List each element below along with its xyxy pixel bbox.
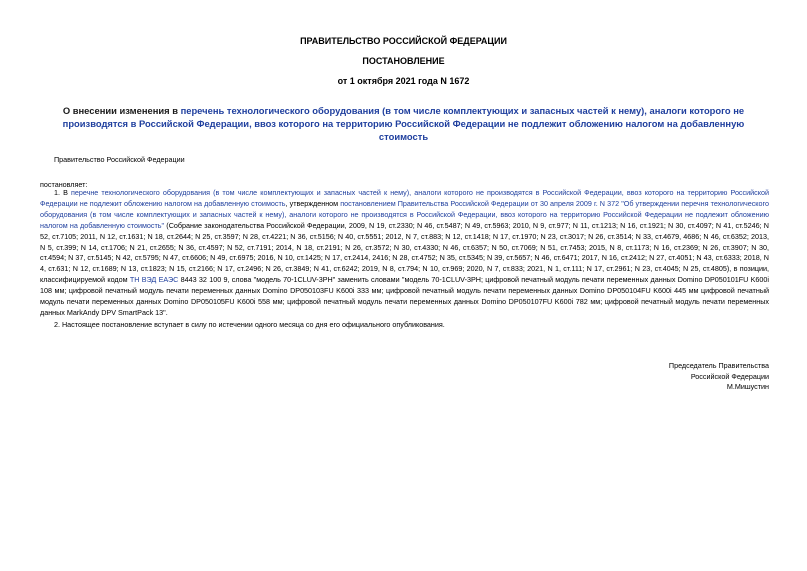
paragraph-1-text-a: , утвержденном	[285, 198, 341, 208]
signature-name: М.Мишустин	[726, 382, 769, 392]
tn-ved-link[interactable]: ТН ВЭД ЕАЭС	[129, 275, 179, 285]
signature-country: Российской Федерации	[690, 371, 769, 381]
paragraph-1-text-c: 8443 32 100 9, слова "модель 70-1CLUV-3PH" заменить словами "модель 70-1CLUV-3PH; цифровой печатный модуль печати переменных данных Domino DP050101FU K600i 108 мм; цифровой печатный модуль печати переменных данных Domino DP050103FU K600i 333 мм; цифровой печатный модуль печати переменных данных Domino DP050104FU K600i 445 мм цифровой печатный модуль печати переменных данных Domino DP050105FU K600i 558 мм; цифровой печатный модуль печати переменных данных Domino DP050107FU K600i 782 мм; цифровой печатный модуль печати переменных данных MarkAndy DPV SmartPack 13".	[40, 275, 769, 317]
signature-position: Председатель Правительства	[668, 361, 769, 370]
list-link[interactable]: перечне технологического оборудования (в том числе комплектующих и запасных частей к нему), аналоги которого не производятся в Российской Федерации, ввоз которого на территорию Российской Федерации не подлежит обложению налогом на добавленную стоимость	[40, 188, 769, 208]
signature-block	[669, 361, 769, 393]
paragraph-1	[40, 188, 769, 319]
resolution-link[interactable]: постановлением Правительства Российской Федерации от 30 апреля 2009 г. N 372 "Об утверждении перечня технологического оборудования (в том числе комплектующих и запасных частей к нему), аналоги которого не производятся в Российской Федерации, ввоз которого на территорию Российской Федерации не подлежит обложению налогом на добавленную стоимость"	[40, 198, 769, 230]
paragraph-2: 2. Настоящее постановление вступает в силу по истечении одного месяца со дня его официального опубликования.	[54, 320, 445, 329]
title-prefix: О внесении изменения в	[62, 105, 181, 116]
paragraph-1-number: 1. В	[54, 188, 71, 197]
document-title	[40, 104, 767, 143]
paragraph-1-text-b: (Собрание законодательства Российской Федерации, 2009, N 19, ст.2330; N 46, ст.5487; N 49, ст.5963; 2010, N 9, ст.977; N 11, ст.1213; N 16, ст.1921; N 30, ст.4097; N 41, ст.5246; N 52, ст.7105; 2011, N 12, ст.1631; N 18, ст.2644; N 25, ст.3597; N 28, ст.4221; N 36, ст.5156; N 40, ст.5551; 2012, N 7, ст.883; N 12, ст.1418; N 17, ст.1970; N 23, ст.3017; N 26, ст.3514; N 33, ст.4679, 4686; N 46, ст.6352; 2013, N 5, ст.399; N 14, ст.1706; N 21, ст.2655; N 36, ст.4597; N 52, ст.7191; 2014, N 18, ст.2191; N 26, ст.3572; N 30, ст.4330; N 46, ст.6357; N 50, ст.7069; N 51, ст.7453; 2015, N 8, ст.1173; N 16, ст.2369; N 26, ст.3907; N 30, ст.4594; N 37, ст.5145; N 42, ст.5795; N 47, ст.6606; N 49, ст.6975; 2016, N 10, ст.1425; N 17, ст.2414, 2416; N 28, ст.4752; N 35, ст.5345; N 39, ст.5657; N 46, ст.6471; 2017, N 16, ст.2412; N 27, ст.4051; N 43, ст.6333; 2018, N 4, ст.631; N 12, ст.1689; N 13, ст.1823; N 15, ст.2166; N 17, ст.2496; N 26, ст.3849; N 41, ст.6242; 2019, N 8, ст.794; N 10, ст.969; 2020, N 7, ст.833; 2021, N 1, ст.111; N 17, ст.2961; N 23, ст.4045; N 25, ст.4805), в позиции, классифицируемой кодом	[40, 220, 769, 285]
issuer: Правительство Российской Федерации	[54, 155, 185, 164]
decrees-word: постановляет:	[40, 180, 88, 189]
document-date-number: от 1 октября 2021 года N 1672	[337, 76, 470, 86]
document-type: ПОСТАНОВЛЕНИЕ	[362, 56, 445, 66]
government-name: ПРАВИТЕЛЬСТВО РОССИЙСКОЙ ФЕДЕРАЦИИ	[300, 36, 507, 46]
title-list-link[interactable]: перечень технологического оборудования (в том числе комплектующих и запасных частей к нему), аналоги которого не производятся в Российской Федерации, ввоз которого на территорию Российской Федерации не подлежит обложению налогом на добавленную стоимость	[62, 105, 745, 142]
